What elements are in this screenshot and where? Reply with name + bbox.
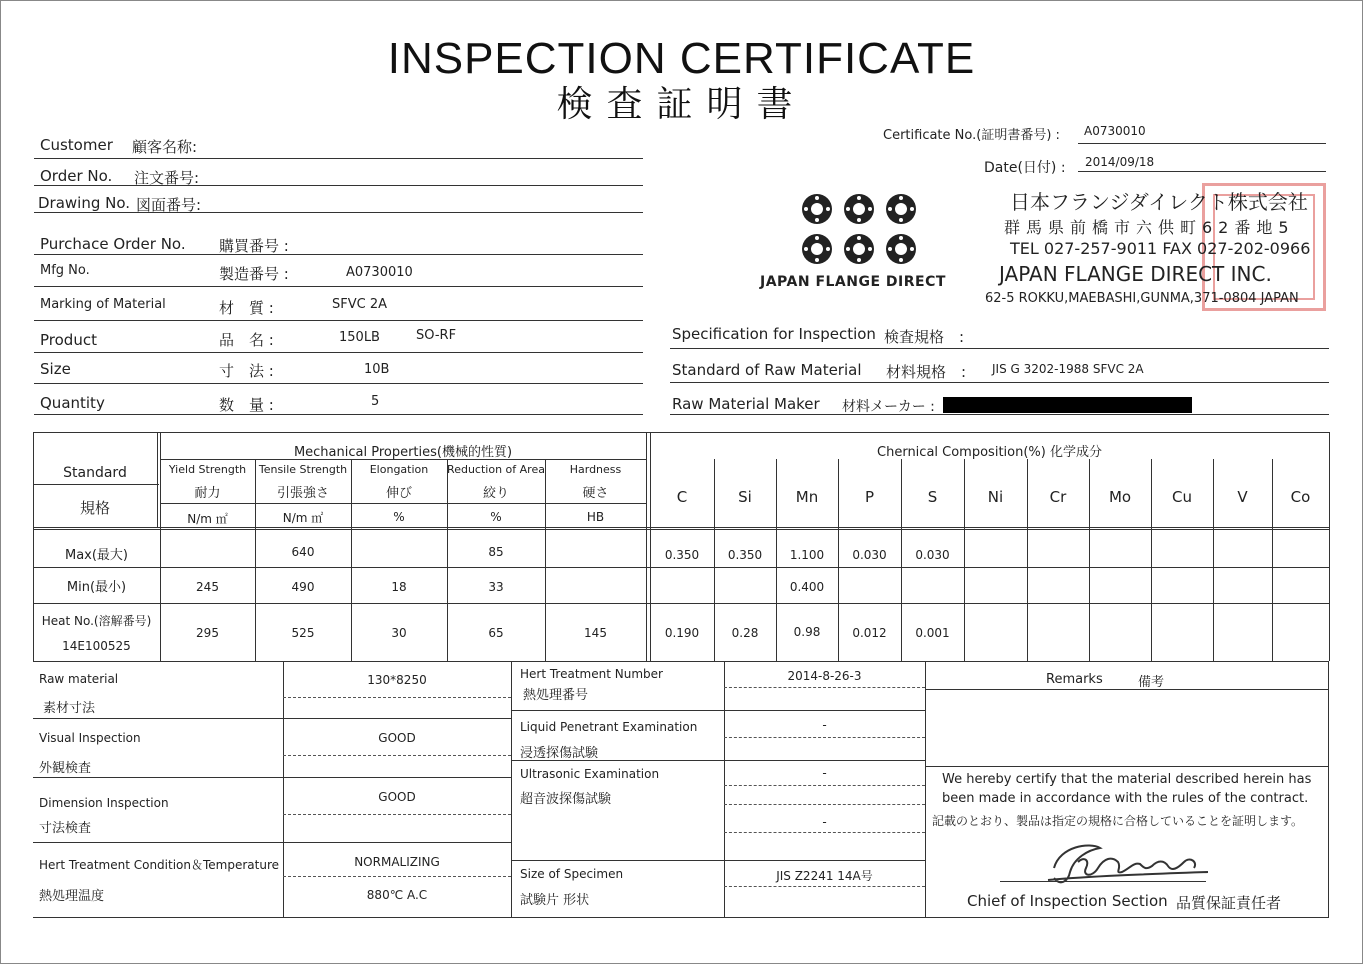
heat-treatment-condition-label-ja: 熱処理温度 (39, 889, 105, 904)
table-border (724, 785, 925, 786)
table-border (33, 842, 511, 843)
product-value-2: SO-RF (416, 328, 457, 343)
specimen-size-value: JIS Z2241 14A号 (776, 869, 873, 883)
table-border (33, 718, 511, 719)
row-label-min: Min(最小) (66, 580, 127, 595)
table-cell: 0.030 (915, 548, 950, 562)
mech-col-ja: 硬さ (582, 486, 609, 501)
table-cell: 0.28 (731, 626, 759, 640)
dimension-inspection-label-ja: 寸法検査 (39, 821, 92, 836)
page-title: INSPECTION CERTIFICATE (387, 34, 976, 83)
table-cell: 245 (196, 580, 219, 594)
table-cell: 295 (196, 626, 219, 640)
table-cell: 65 (488, 626, 504, 640)
table-cell: 85 (488, 545, 504, 559)
table-border (33, 484, 159, 485)
raw-standard-label-ja: 材料規格 : (886, 363, 967, 381)
chief-label: Chief of Inspection Section (967, 892, 1168, 910)
liquid-penetrant-value: - (822, 718, 827, 732)
liquid-penetrant-label: Liquid Penetrant Examination (520, 720, 698, 734)
chem-col: Cu (1172, 488, 1192, 506)
mech-col-ja: 引張強さ (276, 486, 329, 501)
visual-inspection-value: GOOD (378, 731, 416, 745)
chem-col: Ni (987, 488, 1004, 506)
signature-icon (1030, 838, 1230, 890)
table-border (724, 737, 925, 738)
certify-line-2: been made in accordance with the rules of the contract. (942, 791, 1309, 806)
signature-line (1000, 881, 1206, 882)
table-cell: 0.030 (852, 548, 887, 562)
ultrasonic-label-ja: 超音波探傷試験 (520, 792, 612, 807)
company-address-ja: 群馬県前橋市六供町62番地5 (1004, 218, 1295, 237)
table-cell: 30 (391, 626, 407, 640)
divider (1078, 171, 1326, 172)
divider (34, 352, 643, 353)
table-cell: 18 (391, 580, 407, 594)
remarks-title: Remarks (1046, 672, 1103, 687)
divider (34, 286, 643, 287)
date-label: Date(日付) : (984, 160, 1066, 176)
customer-label-ja: 顧客名称: (132, 138, 198, 156)
table-border (283, 876, 511, 877)
table-border (1329, 432, 1330, 661)
specimen-size-label-ja: 試験片 形状 (520, 893, 590, 908)
visual-inspection-label: Visual Inspection (39, 731, 141, 745)
divider (34, 414, 643, 415)
page-subtitle: 検査証明書 (556, 84, 807, 125)
table-cell: 145 (584, 626, 607, 640)
customer-label: Customer (40, 136, 113, 154)
table-border (724, 687, 925, 688)
table-cell: 0.400 (789, 580, 825, 594)
chem-col: Co (1290, 488, 1311, 506)
dimension-inspection-label: Dimension Inspection (39, 796, 169, 810)
mech-col-en: Yield Strength (168, 463, 247, 476)
table-border (283, 661, 284, 917)
table-border (283, 755, 511, 756)
ultrasonic-value: - (822, 766, 827, 780)
spec-inspection-label-ja: 検査規格 : (884, 328, 965, 346)
table-border (283, 814, 511, 815)
mech-col-en: Hardness (569, 463, 622, 476)
chem-header: Chernical Composition(%) 化学成分 (877, 445, 1102, 460)
table-cell: 525 (291, 626, 315, 640)
chem-col: P (864, 488, 875, 506)
table-border (33, 527, 1329, 530)
table-cell: 0.190 (664, 626, 700, 640)
dimension-inspection-value: GOOD (378, 790, 416, 804)
divider (34, 185, 643, 186)
heat-treatment-number-label-ja: 熱処理番号 (523, 688, 589, 703)
table-border (724, 832, 925, 833)
table-border (511, 860, 925, 861)
heat-treatment-number-label: Hert Treatment Number (520, 667, 663, 681)
table-cell: 0.350 (727, 548, 763, 562)
table-border (33, 432, 1329, 433)
table-cell: 1.100 (789, 548, 825, 562)
divider (34, 254, 643, 255)
size-label-ja: 寸 法 : (219, 362, 274, 380)
date-value: 2014/09/18 (1085, 155, 1155, 169)
drawing-no-label-ja: 図面番号: (136, 196, 202, 214)
row-label-heat-no: 14E100525 (62, 639, 131, 653)
table-border (33, 661, 1329, 662)
heat-treatment-condition-label: Hert Treatment Condition＆Temperature (39, 858, 280, 872)
divider (34, 212, 643, 213)
logo-text: JAPAN FLANGE DIRECT (760, 274, 946, 290)
table-cell: 33 (488, 580, 504, 594)
standard-header: Standard (63, 465, 127, 481)
table-border (33, 777, 511, 778)
mfg-no-label-ja: 製造番号 : (219, 265, 289, 283)
table-border (724, 804, 925, 805)
table-border (33, 567, 1329, 568)
product-value: 150LB (339, 330, 380, 345)
mech-col-unit: N/m ㎡ (282, 511, 324, 525)
table-cell: 490 (291, 580, 315, 594)
mfg-no-value: A0730010 (346, 265, 413, 280)
table-border (925, 689, 1328, 690)
purchase-order-label: Purchace Order No. (40, 235, 186, 253)
certify-line-3: 記載のとおり、製品は指定の規格に合格していることを証明します。 (932, 814, 1304, 828)
certify-line-1: We hereby certify that the material described herein has (942, 772, 1312, 787)
raw-standard-value: JIS G 3202-1988 SFVC 2A (992, 362, 1144, 376)
marking-value: SFVC 2A (332, 297, 387, 312)
chem-col: Mo (1108, 488, 1132, 506)
quantity-value: 5 (371, 394, 380, 409)
divider (34, 320, 643, 321)
chem-col: C (676, 488, 688, 506)
drawing-no-label: Drawing No. (38, 194, 131, 212)
raw-material-label-ja: 素材寸法 (43, 701, 96, 716)
heat-treatment-temperature-value: 880℃ A.C (366, 888, 428, 902)
divider (34, 158, 643, 159)
raw-material-value: 130*8250 (367, 673, 427, 687)
divider (34, 383, 643, 384)
mech-col-ja: 伸び (385, 486, 412, 501)
divider (670, 414, 1329, 415)
table-cell: 0.001 (915, 626, 950, 640)
divider (670, 382, 1329, 383)
chief-label-ja: 品質保証責任者 (1176, 894, 1282, 912)
mech-col-ja: 絞り (482, 486, 509, 501)
table-cell: 0.98 (793, 625, 821, 639)
purchase-order-label-ja: 購買番号 : (219, 237, 289, 255)
table-border (1328, 661, 1329, 917)
chem-col: S (927, 488, 938, 506)
mech-col-unit: % (490, 510, 502, 524)
marking-label-ja: 材 質 : (219, 299, 274, 317)
divider (670, 348, 1329, 349)
mech-col-en: Elongation (369, 463, 429, 476)
divider (1078, 143, 1326, 144)
mech-col-en: Tensile Strength (258, 463, 348, 476)
chem-col: V (1237, 488, 1248, 506)
product-label: Product (40, 331, 97, 349)
chem-col: Si (738, 488, 752, 506)
spec-inspection-label: Specification for Inspection (672, 325, 876, 343)
raw-maker-label-ja: 材料メーカー : (842, 399, 935, 415)
table-border (160, 503, 646, 504)
order-no-label: Order No. (40, 167, 113, 185)
table-border (511, 710, 925, 711)
company-name-ja: 日本フランジダイレクト株式会社 (1010, 190, 1308, 214)
standard-header-ja: 規格 (79, 499, 110, 517)
product-label-ja: 品 名 : (219, 331, 274, 349)
raw-maker-label: Raw Material Maker (672, 395, 820, 413)
heat-treatment-condition-value: NORMALIZING (354, 855, 440, 869)
mech-header: Mechanical Properties(機械的性質) (293, 445, 513, 460)
raw-standard-label: Standard of Raw Material (672, 361, 862, 379)
size-value: 10B (364, 362, 390, 377)
extra-test-value: - (822, 815, 827, 829)
chem-col: Mn (795, 488, 819, 506)
mech-col-ja: 耐力 (194, 486, 221, 501)
table-border (511, 661, 512, 917)
heat-treatment-number-value: 2014-8-26-3 (787, 669, 862, 683)
remarks-title-ja: 備考 (1138, 675, 1165, 690)
visual-inspection-label-ja: 外観検査 (39, 761, 92, 776)
quantity-label: Quantity (40, 394, 105, 412)
order-no-label-ja: 注文番号: (134, 169, 200, 187)
table-border (925, 766, 1328, 767)
table-cell: 640 (291, 545, 315, 559)
table-border (283, 697, 511, 698)
table-border (157, 432, 158, 528)
row-label-max: Max(最大) (64, 548, 129, 563)
table-border (33, 603, 1329, 604)
row-label-heat: Heat No.(溶解番号) (41, 614, 152, 628)
table-border (925, 661, 926, 917)
table-cell: 0.012 (852, 626, 887, 640)
quantity-label-ja: 数 量 : (219, 396, 274, 414)
liquid-penetrant-label-ja: 浸透探傷試験 (520, 746, 599, 761)
mech-col-unit: N/m ㎡ (187, 512, 228, 526)
marking-label: Marking of Material (40, 297, 166, 312)
mech-col-unit: HB (586, 510, 605, 524)
table-border (646, 432, 647, 661)
table-border (724, 886, 925, 887)
table-border (33, 917, 1329, 918)
redacted-maker (943, 397, 1192, 413)
raw-material-label: Raw material (39, 672, 119, 686)
chem-col: Cr (1049, 488, 1067, 506)
cert-no-value: A0730010 (1084, 124, 1146, 138)
ultrasonic-label: Ultrasonic Examination (520, 767, 660, 781)
cert-no-label: Certificate No.(証明書番号) : (883, 128, 1060, 143)
company-tel-fax: TEL 027-257-9011 FAX 027-202-0966 (1010, 239, 1311, 258)
table-cell: 0.350 (664, 548, 700, 562)
mech-col-en: Reduction of Area (447, 463, 545, 476)
specimen-size-label: Size of Specimen (520, 867, 624, 881)
size-label: Size (40, 360, 71, 378)
company-name-en: JAPAN FLANGE DIRECT INC. (999, 262, 1272, 286)
mech-col-unit: % (393, 510, 405, 524)
company-address-en: 62-5 ROKKU,MAEBASHI,GUNMA,371-0804 JAPAN (985, 291, 1299, 306)
mfg-no-label: Mfg No. (40, 263, 90, 278)
